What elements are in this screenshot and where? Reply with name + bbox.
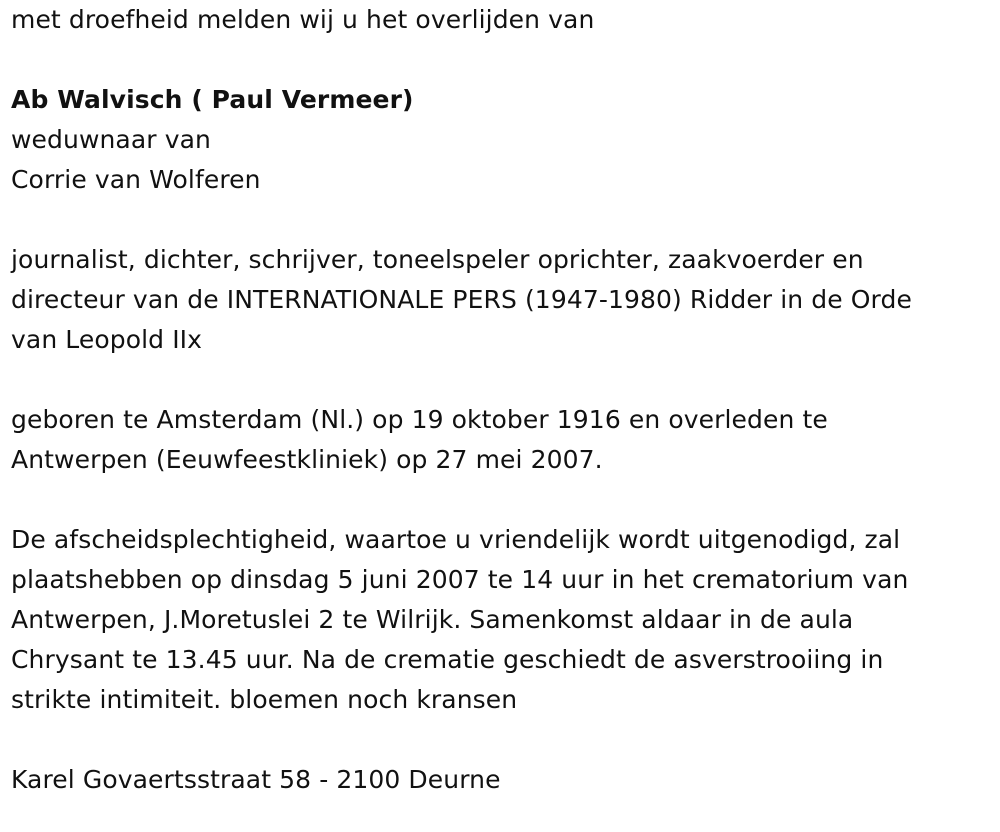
spacer	[11, 720, 986, 760]
spacer	[11, 480, 986, 520]
spouse-name: Corrie van Wolferen	[11, 165, 261, 194]
profession-line: van Leopold IIx	[11, 325, 203, 354]
ceremony-line: strikte intimiteit. bloemen noch kransen	[11, 685, 518, 714]
obituary-notice	[11, 0, 986, 800]
ceremony-line: plaatshebben op dinsdag 5 juni 2007 te 14 uur in het crematorium van	[11, 565, 909, 594]
profession-line: journalist, dichter, schrijver, toneelspeler oprichter, zaakvoerder en	[11, 245, 864, 274]
spacer	[11, 200, 986, 240]
spacer	[11, 360, 986, 400]
intro-text: met droefheid melden wij u het overlijden van	[11, 5, 595, 34]
ceremony-line: Antwerpen, J.Moretuslei 2 te Wilrijk. Samenkomst aldaar in de aula	[11, 605, 854, 634]
relation-label: weduwnaar van	[11, 125, 211, 154]
ceremony-line: Chrysant te 13.45 uur. Na de crematie geschiedt de asverstrooiing in	[11, 645, 884, 674]
ceremony-line: De afscheidsplechtigheid, waartoe u vriendelijk wordt uitgenodigd, zal	[11, 525, 901, 554]
birth-death-line: Antwerpen (Eeuwfeestkliniek) op 27 mei 2007.	[11, 445, 603, 474]
deceased-name: Ab Walvisch ( Paul Vermeer)	[11, 85, 414, 114]
spacer	[11, 40, 986, 80]
address: Karel Govaertsstraat 58 - 2100 Deurne	[11, 765, 501, 794]
birth-death-line: geboren te Amsterdam (Nl.) op 19 oktober 1916 en overleden te	[11, 405, 828, 434]
profession-line: directeur van de INTERNATIONALE PERS (1947-1980) Ridder in de Orde	[11, 285, 912, 314]
